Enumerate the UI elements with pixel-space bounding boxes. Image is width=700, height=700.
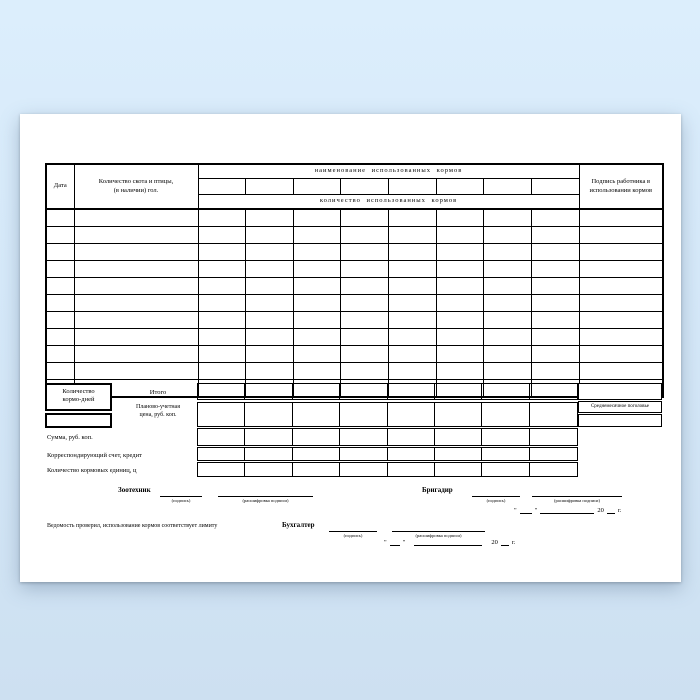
- livestock-cell: [74, 346, 198, 363]
- feed-name-cell: [484, 179, 532, 195]
- feed-qty-cell: [198, 227, 246, 244]
- avg-monthly-label: Среднемесячное поголовье: [578, 401, 662, 413]
- total-cell: [530, 463, 577, 476]
- feed-qty-cell: [293, 244, 341, 261]
- feed-qty-cell: [484, 278, 532, 295]
- name-hint: (расшифровка подписи): [554, 498, 600, 503]
- total-cell: [245, 384, 292, 399]
- worker-signature-cell: [579, 227, 663, 244]
- feed-days-label: [47, 388, 110, 404]
- date-cell: [46, 209, 74, 227]
- feed-names-band-header: наименование использованных кормов: [198, 164, 579, 179]
- brigadier-name-line: [532, 488, 622, 503]
- total-cell: [530, 429, 577, 445]
- corr-account-label: Корреспондирующий счет, кредит: [47, 452, 142, 459]
- table-row: [46, 295, 663, 312]
- plan-price-line1: Планово-учетная: [136, 404, 180, 410]
- feed-days-box: [45, 383, 112, 411]
- feed-qty-cell: [293, 329, 341, 346]
- feed-qty-cell: [531, 329, 579, 346]
- date-column-header: Дата: [46, 164, 74, 209]
- signature-header-line1: Подпись работника в: [591, 178, 651, 186]
- plan-price-label: [120, 404, 196, 419]
- feed-qty-cell: [389, 329, 437, 346]
- feed-qty-cell: [293, 312, 341, 329]
- worker-signature-column-header: [579, 164, 663, 209]
- signature-rule: [218, 488, 313, 497]
- name-hint: (расшифровка подписи): [242, 498, 289, 503]
- sign-hint: (подпись): [486, 498, 506, 503]
- total-cell: [245, 429, 292, 445]
- avg-monthly-value-box: [578, 414, 662, 427]
- accountant-name-line: [392, 523, 485, 538]
- date-cell: [46, 244, 74, 261]
- quote-mark: ": [402, 538, 406, 546]
- worker-signature-cell: [579, 329, 663, 346]
- total-cell: [388, 448, 435, 460]
- total-cell: [340, 384, 387, 399]
- feed-qty-cell: [198, 312, 246, 329]
- table-row: [46, 329, 663, 346]
- total-cell: [340, 403, 387, 426]
- total-cell: [482, 448, 529, 460]
- zootech-sign-line: [160, 488, 202, 503]
- verify-note: Ведомость проверил, использование кормов соответствует лимиту: [47, 523, 218, 529]
- signature-rule: [160, 488, 202, 497]
- feed-qty-cell: [293, 227, 341, 244]
- day-blank: [390, 538, 400, 546]
- total-cell: [482, 463, 529, 476]
- total-cell: [245, 448, 292, 460]
- plan-price-line2: цена, руб. коп.: [139, 411, 177, 418]
- feed-qty-cell: [389, 346, 437, 363]
- total-cell: [198, 403, 245, 426]
- year-prefix: 20: [491, 538, 498, 546]
- feed-qty-cell: [341, 261, 389, 278]
- livestock-cell: [74, 227, 198, 244]
- total-cell: [388, 384, 435, 399]
- totals-strip-itogo: [197, 383, 578, 400]
- feed-qty-cell: [246, 261, 294, 278]
- total-cell: [435, 448, 482, 460]
- name-hint: (расшифровка подписи): [415, 533, 462, 538]
- total-cell: [198, 384, 245, 399]
- signature-rule: [329, 523, 377, 532]
- livestock-cell: [74, 209, 198, 227]
- total-cell: [530, 448, 577, 460]
- feed-qty-cell: [341, 312, 389, 329]
- feed-qty-cell: [484, 261, 532, 278]
- feed-days-line2: кормо-дней: [62, 396, 95, 404]
- sum-label: Сумма, руб. коп.: [47, 434, 93, 441]
- feed-name-cell: [389, 179, 437, 195]
- feed-qty-cell: [293, 346, 341, 363]
- zootech-name-line: [218, 488, 313, 503]
- year-suffix: г.: [617, 506, 622, 514]
- feed-qty-cell: [436, 329, 484, 346]
- total-cell: [435, 384, 482, 399]
- feed-qty-cell: [531, 227, 579, 244]
- feed-qty-cell: [484, 244, 532, 261]
- feed-qty-cell: [293, 295, 341, 312]
- feed-qty-cell: [389, 261, 437, 278]
- livestock-header-line2: (в наличии) гол.: [113, 186, 159, 194]
- feed-qty-cell: [531, 244, 579, 261]
- feed-qty-cell: [246, 363, 294, 380]
- year-blank: [607, 506, 615, 514]
- monthly-total-box: [578, 383, 662, 400]
- total-cell: [388, 463, 435, 476]
- feed-qty-cell: [484, 227, 532, 244]
- total-cell: [388, 403, 435, 426]
- day-blank: [520, 506, 532, 514]
- table-row: [46, 227, 663, 244]
- accountant-label: Бухгалтер: [282, 521, 315, 529]
- livestock-column-header: [74, 164, 198, 209]
- feed-qty-cell: [341, 278, 389, 295]
- totals-strip-price: [197, 402, 578, 427]
- feed-qty-cell: [341, 227, 389, 244]
- brigadier-label: Бригадир: [422, 486, 453, 494]
- feed-qty-cell: [436, 312, 484, 329]
- signature-rule: [532, 488, 622, 497]
- worker-signature-cell: [579, 312, 663, 329]
- livestock-cell: [74, 329, 198, 346]
- sign-hint: (подпись): [343, 533, 363, 538]
- feed-qty-cell: [341, 209, 389, 227]
- feed-qty-cell: [531, 312, 579, 329]
- feed-qty-cell: [341, 329, 389, 346]
- total-cell: [245, 403, 292, 426]
- total-cell: [482, 403, 529, 426]
- feed-qty-cell: [484, 363, 532, 380]
- feed-qty-cell: [484, 295, 532, 312]
- feed-qty-cell: [484, 346, 532, 363]
- feed-qty-cell: [389, 227, 437, 244]
- date-cell: [46, 261, 74, 278]
- feed-qty-cell: [198, 346, 246, 363]
- feed-qty-cell: [246, 244, 294, 261]
- total-cell: [435, 403, 482, 426]
- month-blank: [414, 538, 482, 546]
- feed-qty-cell: [293, 278, 341, 295]
- total-cell: [388, 429, 435, 445]
- feed-days-line1: Количество: [62, 388, 95, 395]
- feed-qty-cell: [389, 312, 437, 329]
- feed-qty-cell: [531, 261, 579, 278]
- date-cell: [46, 278, 74, 295]
- year-blank: [501, 538, 509, 546]
- feed-qty-cell: [293, 261, 341, 278]
- total-cell: [293, 429, 340, 445]
- feed-qty-cell: [531, 209, 579, 227]
- signature-rule: [472, 488, 520, 497]
- feed-qty-cell: [436, 346, 484, 363]
- total-cell: [482, 429, 529, 445]
- worker-signature-cell: [579, 295, 663, 312]
- worker-signature-cell: [579, 261, 663, 278]
- total-cell: [245, 463, 292, 476]
- total-cell: [340, 463, 387, 476]
- feed-name-cell: [341, 179, 389, 195]
- quote-mark: ": [514, 506, 517, 514]
- feed-qty-cell: [436, 209, 484, 227]
- feed-name-cell: [198, 179, 246, 195]
- feed-qty-cell: [531, 346, 579, 363]
- feed-qty-band-header: количество использованных кормов: [198, 195, 579, 210]
- table-row: [46, 261, 663, 278]
- feed-qty-cell: [389, 363, 437, 380]
- feed-qty-cell: [246, 209, 294, 227]
- feed-qty-cell: [436, 227, 484, 244]
- feed-qty-cell: [198, 295, 246, 312]
- total-cell: [435, 463, 482, 476]
- livestock-cell: [74, 312, 198, 329]
- feed-qty-cell: [484, 312, 532, 329]
- date-cell: [46, 312, 74, 329]
- total-cell: [530, 403, 577, 426]
- feed-qty-cell: [436, 278, 484, 295]
- year-prefix: 20: [597, 506, 604, 514]
- brigadier-sign-line: [472, 488, 520, 503]
- feed-qty-cell: [246, 295, 294, 312]
- zootech-label: Зоотехник: [118, 486, 151, 494]
- total-cell: [293, 463, 340, 476]
- table-row: [46, 312, 663, 329]
- feed-qty-cell: [531, 278, 579, 295]
- table-row: [46, 244, 663, 261]
- total-cell: [293, 384, 340, 399]
- table-body: [46, 209, 663, 397]
- feed-qty-cell: [198, 363, 246, 380]
- livestock-cell: [74, 244, 198, 261]
- feed-qty-cell: [389, 295, 437, 312]
- feed-qty-cell: [436, 261, 484, 278]
- table-row: [46, 346, 663, 363]
- accountant-sign-line: [329, 523, 377, 538]
- feed-name-cell: [531, 179, 579, 195]
- feed-qty-cell: [198, 278, 246, 295]
- total-cell: [198, 463, 245, 476]
- month-blank: [540, 506, 594, 514]
- document-page: [20, 114, 681, 582]
- table-row: [46, 278, 663, 295]
- table-header: [46, 164, 663, 209]
- worker-signature-cell: [579, 244, 663, 261]
- feed-qty-cell: [198, 261, 246, 278]
- date-cell: [46, 329, 74, 346]
- total-cell: [482, 384, 529, 399]
- accountant-date-line: [383, 538, 516, 546]
- feed-name-cell: [436, 179, 484, 195]
- feed-qty-cell: [246, 312, 294, 329]
- feed-qty-cell: [436, 363, 484, 380]
- sign-hint: (подпись): [171, 498, 191, 503]
- total-cell: [293, 403, 340, 426]
- livestock-cell: [74, 295, 198, 312]
- table-row: [46, 209, 663, 227]
- feed-qty-cell: [293, 363, 341, 380]
- livestock-header-line1: Количество скота и птицы,: [98, 178, 174, 186]
- totals-strip-units: [197, 462, 578, 477]
- totals-strip-account: [197, 447, 578, 461]
- worker-signature-cell: [579, 278, 663, 295]
- feed-qty-cell: [484, 329, 532, 346]
- worker-signature-cell: [579, 346, 663, 363]
- date-cell: [46, 227, 74, 244]
- livestock-cell: [74, 278, 198, 295]
- date-cell: [46, 346, 74, 363]
- total-cell: [340, 429, 387, 445]
- feed-units-label: Количество кормовых единиц, ц: [47, 467, 137, 474]
- feed-qty-cell: [341, 363, 389, 380]
- feed-qty-cell: [389, 209, 437, 227]
- feed-qty-cell: [484, 209, 532, 227]
- feed-qty-cell: [389, 278, 437, 295]
- signature-rule: [392, 523, 485, 532]
- total-cell: [293, 448, 340, 460]
- quote-mark: ": [534, 506, 538, 514]
- feed-qty-cell: [198, 244, 246, 261]
- totals-strip-sum: [197, 428, 578, 446]
- feed-qty-cell: [341, 295, 389, 312]
- feed-qty-cell: [531, 295, 579, 312]
- total-cell: [198, 429, 245, 445]
- signature-header-line2: использовании кормов: [589, 186, 653, 194]
- total-cell: [198, 448, 245, 460]
- year-suffix: г.: [511, 538, 516, 546]
- date-cell: [46, 295, 74, 312]
- feed-name-cell: [246, 179, 294, 195]
- table-row: [46, 363, 663, 380]
- feed-usage-table: [45, 163, 664, 398]
- itogo-label: Итого: [149, 389, 167, 396]
- brigadier-date-line: [513, 506, 622, 514]
- feed-qty-cell: [531, 363, 579, 380]
- feed-qty-cell: [246, 278, 294, 295]
- feed-qty-cell: [198, 209, 246, 227]
- livestock-cell: [74, 261, 198, 278]
- worker-signature-cell: [579, 209, 663, 227]
- feed-qty-cell: [436, 295, 484, 312]
- feed-qty-cell: [293, 209, 341, 227]
- feed-qty-cell: [198, 329, 246, 346]
- feed-qty-cell: [246, 227, 294, 244]
- date-cell: [46, 363, 74, 380]
- feed-qty-cell: [246, 329, 294, 346]
- feed-qty-cell: [341, 244, 389, 261]
- total-cell: [340, 448, 387, 460]
- feed-days-value-box: [45, 413, 112, 428]
- quote-mark: ": [384, 538, 387, 546]
- feed-qty-cell: [436, 244, 484, 261]
- worker-signature-cell: [579, 363, 663, 380]
- header-row-1: [46, 164, 663, 179]
- feed-qty-cell: [389, 244, 437, 261]
- livestock-cell: [74, 363, 198, 380]
- feed-qty-cell: [341, 346, 389, 363]
- total-cell: [530, 384, 577, 399]
- feed-name-cell: [293, 179, 341, 195]
- total-cell: [435, 429, 482, 445]
- feed-qty-cell: [246, 346, 294, 363]
